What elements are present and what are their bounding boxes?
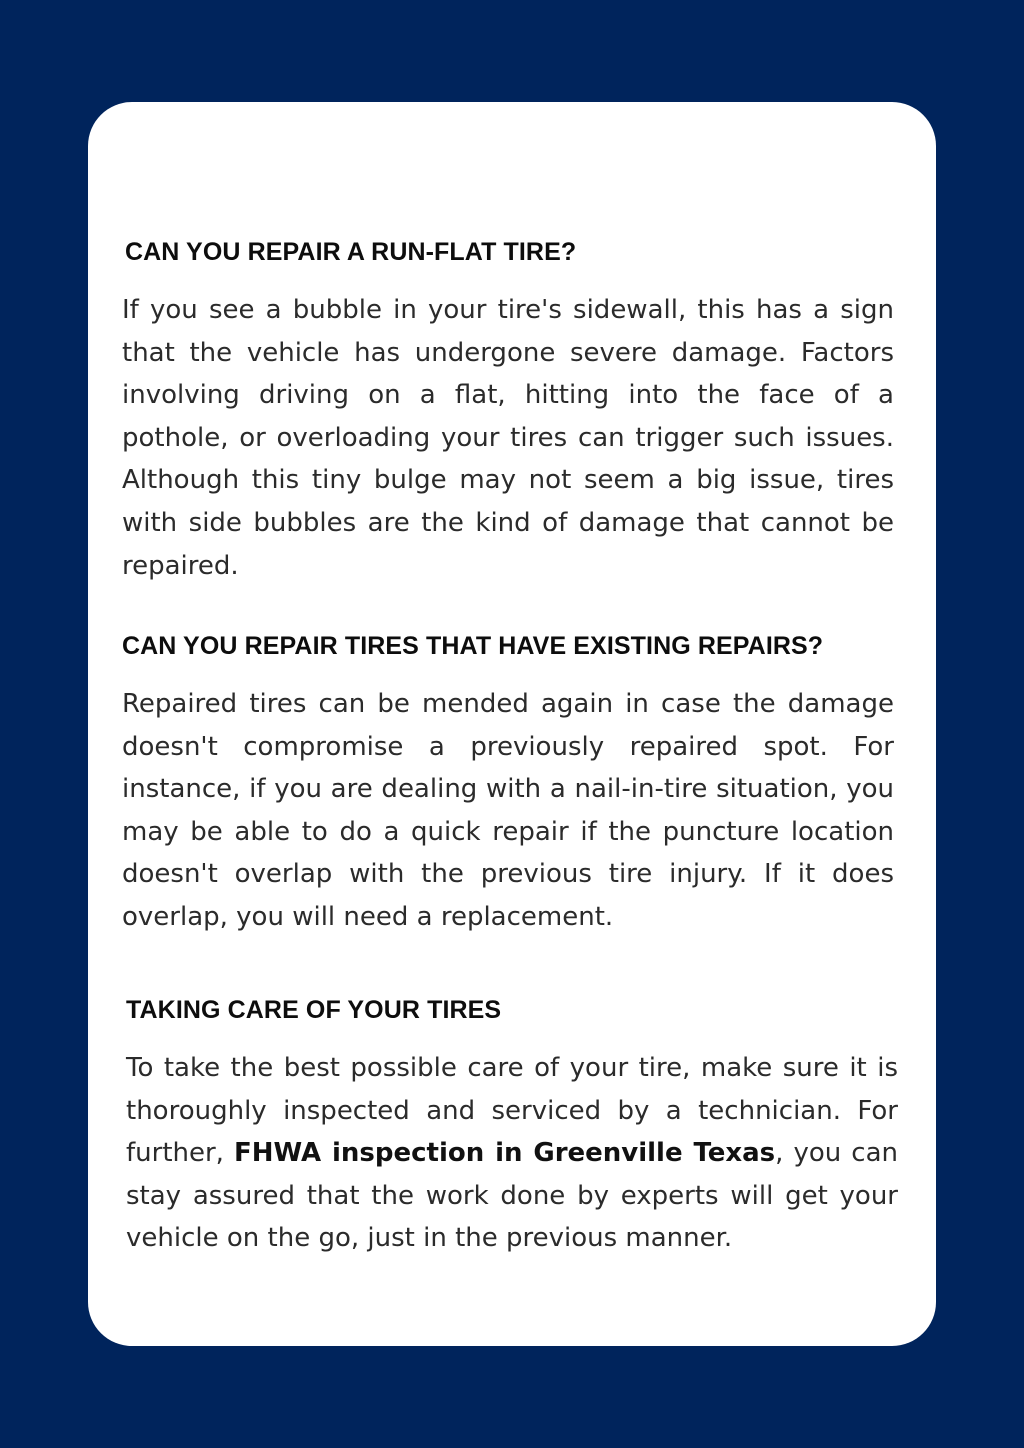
section-existing-repairs xyxy=(122,632,894,939)
section-body: If you see a bubble in your tire's sidewall, this has a sign that the vehicle has undergone severe damage. Factors involving driving on a flat, hitting into the face of a pothole, or overloading your tires can trigger such issues. Although this tiny bulge may not seem a big issue, tires with side bubbles are the kind of damage that cannot be repaired. xyxy=(122,295,894,581)
section-body: Repaired tires can be mended again in case the damage doesn't compromise a previously repaired spot. For instance, if you are dealing with a nail-in-tire situation, you may be able to do a quick repair if the puncture location doesn't overlap with the previous tire injury. If it does overlap, you will need a replacement. xyxy=(122,689,894,932)
section-heading: CAN YOU REPAIR A RUN-FLAT TIRE? xyxy=(125,238,577,266)
section-body xyxy=(126,1047,898,1260)
section-run-flat xyxy=(122,238,894,587)
section-heading: CAN YOU REPAIR TIRES THAT HAVE EXISTING REPAIRS? xyxy=(122,632,824,660)
section-tire-care xyxy=(126,996,898,1260)
content-card xyxy=(88,102,936,1346)
section-heading: TAKING CARE OF YOUR TIRES xyxy=(126,996,502,1024)
body-text-after: , you can stay assured that the work done by experts will get your vehicle on the go, just in the previous manner. xyxy=(126,1138,898,1254)
body-text-before: To take the best possible care of your tire, make sure it is thoroughly inspected and serviced by a technician. For further, xyxy=(126,1053,898,1169)
fhwa-inspection-link[interactable]: FHWA inspection in Greenville Texas xyxy=(234,1138,776,1169)
